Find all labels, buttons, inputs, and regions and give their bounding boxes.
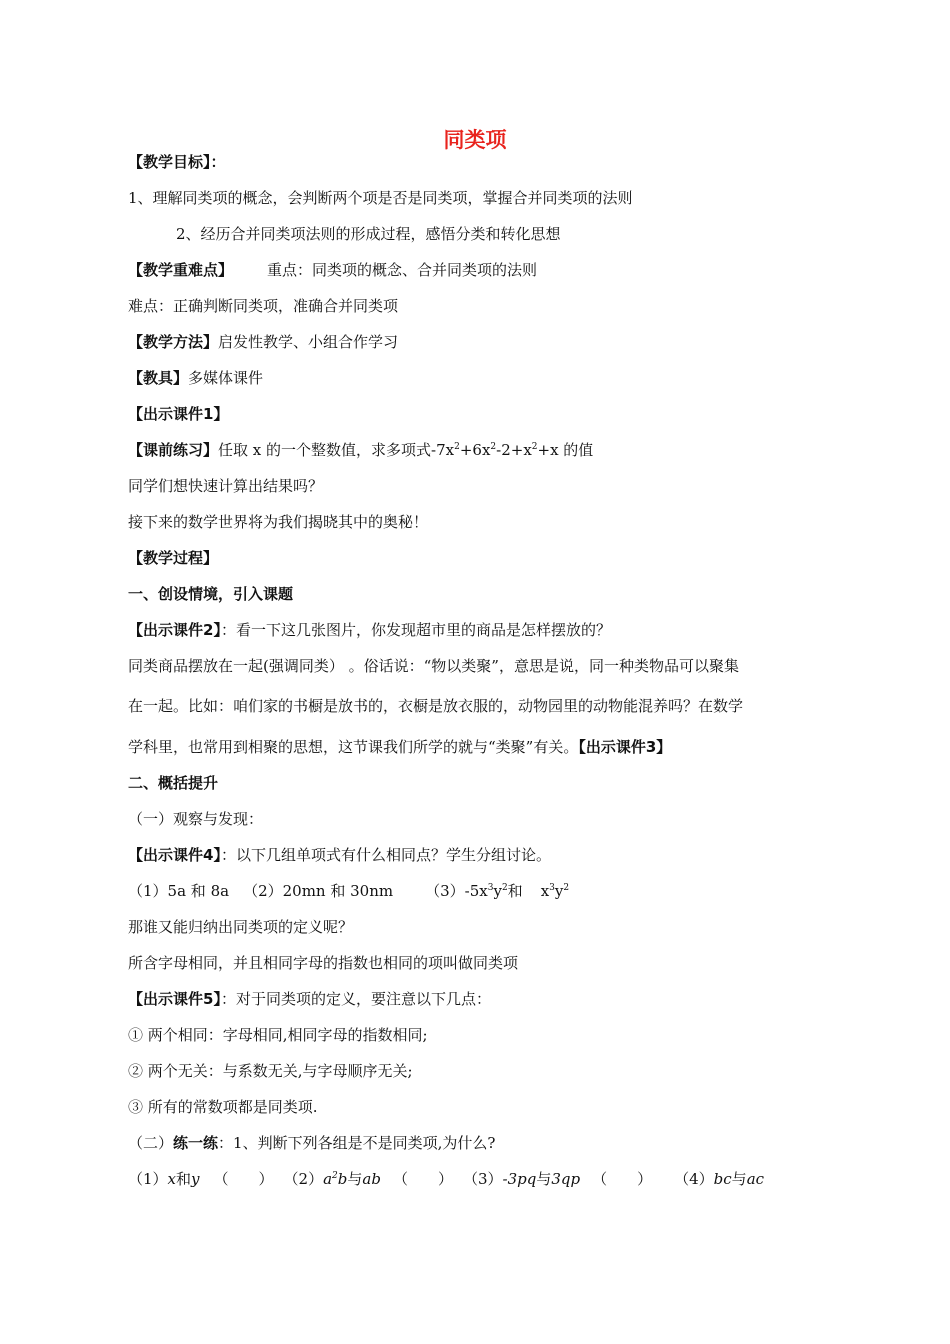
section2-heading: 二、概括提升 <box>128 774 219 792</box>
courseware-2-line <box>128 619 611 641</box>
answer-blank-1: （ ） <box>213 1170 274 1188</box>
examples-line <box>128 880 569 902</box>
point-3: ③ 所有的常数项都是同类项. <box>128 1098 318 1116</box>
courseware-4-label: 【出示课件4】 <box>128 846 221 864</box>
paragraph-line-3: 学科里，也常用到相聚的思想，这节课我们所学的就与“类聚”有关。 <box>128 738 579 756</box>
example-1: （1）5a 和 8a <box>128 882 230 900</box>
judge-1: （1）x和y （ ） <box>128 1170 274 1188</box>
reveal-line: 接下来的数学世界将为我们揭晓其中的奥秘！ <box>128 513 429 531</box>
tools-heading: 【教具】 <box>128 369 189 387</box>
courseware-5-line <box>128 988 491 1010</box>
keypoints-line <box>128 259 537 281</box>
paragraph-line-2: 在一起。比如：咱们家的书橱是放书的，衣橱是放衣服的，动物园里的动物能混养吗？在数学 <box>128 697 744 715</box>
courseware-2-label: 【出示课件2】 <box>128 621 221 639</box>
practice-label: 练一练 <box>173 1134 219 1152</box>
courseware-1: 【出示课件1】 <box>128 405 229 423</box>
judge-4: （4）bc与ac <box>674 1170 765 1188</box>
objectives-heading-line <box>128 151 226 173</box>
paragraph-line-3-row <box>128 736 671 758</box>
definition: 所含字母相同，并且相同字母的指数也相同的项叫做同类项 <box>128 954 519 972</box>
practice-text: ：1、判断下列各组是不是同类项,为什么? <box>218 1134 496 1152</box>
question-line: 同学们想快速计算出结果吗？ <box>128 477 324 495</box>
objective-1: 1、理解同类项的概念，会判断两个项是否是同类项，掌握合并同类项的法则 <box>128 189 633 207</box>
objectives-colon: ： <box>210 153 226 171</box>
exp-1: 2 <box>454 442 460 452</box>
exp-2: 2 <box>490 442 497 452</box>
observe-subheading: （一）观察与发现： <box>128 810 264 828</box>
courseware-5-label: 【出示课件5】 <box>128 990 221 1008</box>
pre-exercise-text-b: +6x <box>459 441 491 459</box>
pre-exercise-text-d: +x 的值 <box>537 441 594 459</box>
courseware-4-text: ：以下几组单项式有什么相同点？学生分组讨论。 <box>220 846 551 864</box>
tools-line <box>128 367 263 389</box>
answer-blank-2: （ ） <box>392 1170 453 1188</box>
section1-heading: 一、创设情境，引入课题 <box>128 585 294 603</box>
practice-line <box>128 1132 495 1154</box>
method-heading: 【教学方法】 <box>128 333 219 351</box>
tools-text: 多媒体课件 <box>188 369 264 387</box>
objectives-heading: 【教学目标】 <box>128 153 211 171</box>
judge-line <box>128 1168 764 1190</box>
example-3: $(3)-5x^3y^2$和 $x^3y^2$ <box>425 882 570 900</box>
courseware-2-text: ：看一下这几张图片，你发现超市里的商品是怎样摆放的？ <box>220 621 611 639</box>
process-heading: 【教学过程】 <box>128 549 219 567</box>
courseware-5-text: ：对于同类项的定义，要注意以下几点： <box>220 990 491 1008</box>
practice-prefix: （二） <box>128 1134 174 1152</box>
courseware-3-label: 【出示课件3】 <box>578 738 672 756</box>
example-2: （2）20mn 和 30nm <box>243 882 394 900</box>
keypoints-heading: 【教学重难点】 <box>128 261 234 279</box>
pre-exercise-text-c: -2+x <box>496 441 532 459</box>
exp-3: 2 <box>531 442 538 452</box>
judge-2: $(2)a^2b$与ab （ ） <box>283 1170 453 1188</box>
define-question: 那谁又能归纳出同类项的定义呢？ <box>128 918 354 936</box>
pre-exercise-line <box>128 439 593 461</box>
keypoints-focus: 重点：同类项的概念、合并同类项的法则 <box>267 261 538 279</box>
keypoints-difficulty: 难点：正确判断同类项，准确合并同类项 <box>128 297 399 315</box>
pre-exercise-text-a: 任取 x 的一个整数值，求多项式-7x <box>218 441 455 459</box>
pre-exercise-heading: 【课前练习】 <box>128 441 219 459</box>
method-text: 启发性教学、小组合作学习 <box>218 333 399 351</box>
paragraph-line-1: 同类商品摆放在一起(强调同类） 。俗话说：“物以类聚”，意思是说，同一种类物品可以聚集 <box>128 657 739 675</box>
courseware-4-line <box>128 844 551 866</box>
page-title: 同类项 <box>443 128 507 152</box>
method-line <box>128 331 398 353</box>
judge-3: （3）-3pq与3qp （ ） <box>462 1170 653 1188</box>
objective-2: 2、经历合并同类项法则的形成过程，感悟分类和转化思想 <box>176 225 561 243</box>
point-1: ① 两个相同：字母相同,相同字母的指数相同; <box>128 1026 428 1044</box>
answer-blank-3: （ ） <box>592 1170 653 1188</box>
point-2: ② 两个无关：与系数无关,与字母顺序无关; <box>128 1062 413 1080</box>
